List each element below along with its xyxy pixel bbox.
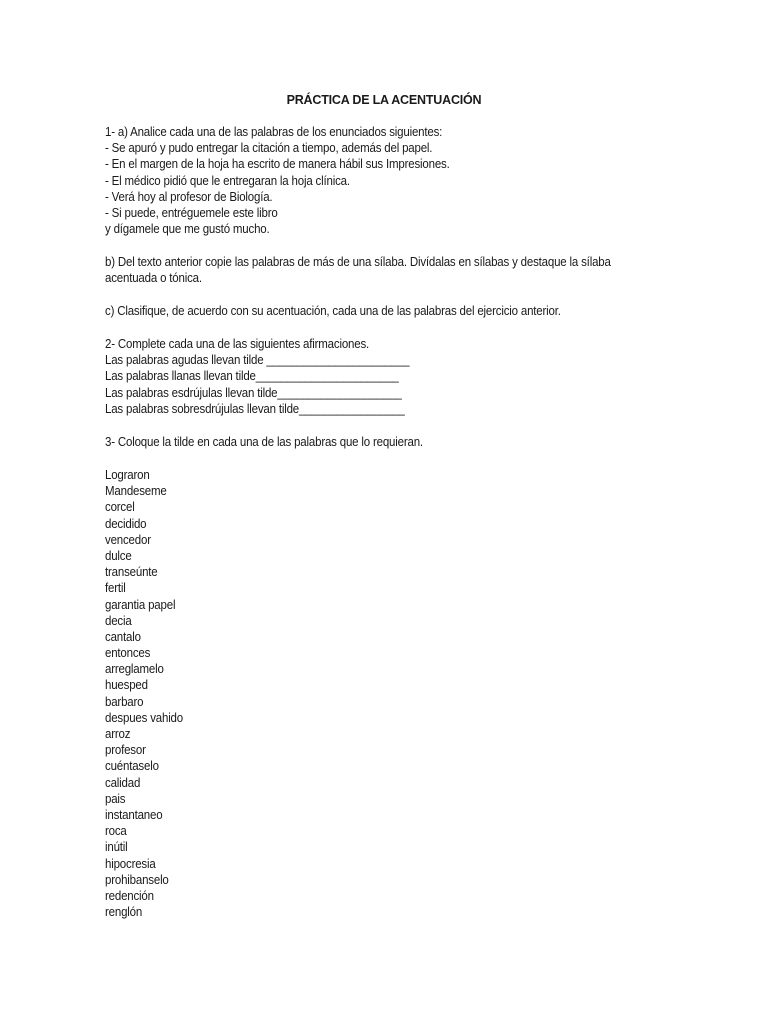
word-list-item: garantia papel [105,597,176,612]
exercise-2-heading: 2- Complete cada una de las siguientes afirmaciones. [105,337,370,351]
word-list-item: cantalo [105,629,141,644]
exercise-1c-section [105,303,602,319]
exercise-2-line: Las palabras sobresdrújulas llevan tilde_________________ [105,401,405,416]
word-list-item: Mandeseme [105,484,167,499]
exercise-1b-text: b) Del texto anterior copie las palabras de más de una sílaba. Divídalas en sílabas y destaque la sílaba acentuada o tónica. [105,255,611,286]
exercise-1-sentence: - El médico pidió que le entregaran la hoja clínica. [105,173,350,188]
word-list-item: dulce [105,548,132,563]
exercise-2-line: Las palabras agudas llevan tilde _______________________ [105,353,410,368]
page-title: PRÁCTICA DE LA ACENTUACIÓN [286,93,482,107]
exercise-1-sentence: - Si puede, entréguemele este libro [105,205,278,220]
word-list-item: Lograron [105,468,150,482]
word-list-item: cuéntaselo [105,759,159,774]
word-list-item: barbaro [105,694,144,709]
exercise-2-section [105,336,602,417]
word-list-item: pais [105,791,126,806]
word-list-item: corcel [105,500,135,515]
word-list [105,467,602,920]
word-list-item: huesped [105,678,148,693]
word-list-item: instantaneo [105,807,163,822]
exercise-1c-text: c) Clasifique, de acuerdo con su acentuación, cada una de las palabras del ejercicio anterior. [105,304,561,318]
exercise-2-line: Las palabras llanas llevan tilde_______________________ [105,369,399,384]
word-list-item: renglón [105,905,143,920]
word-list-item: decidido [105,516,147,531]
word-list-item: vencedor [105,532,151,547]
word-list-item: calidad [105,775,141,790]
word-list-item: arreglamelo [105,662,164,677]
exercise-3-section [105,434,602,450]
exercise-1-sentence: - Se apuró y pudo entregar la citación a tiempo, además del papel. [105,141,433,156]
word-list-item: decia [105,613,132,628]
word-list-item: prohibanselo [105,872,169,887]
exercise-1-sentence: y dígamele que me gustó mucho. [105,222,270,237]
word-list-item: profesor [105,743,146,758]
exercise-1-sentence: - En el margen de la hoja ha escrito de manera hábil sus Impresiones. [105,157,450,172]
word-list-item: transeúnte [105,565,158,580]
word-list-item: hipocresia [105,856,156,871]
exercise-2-line: Las palabras esdrújulas llevan tilde____________________ [105,385,402,400]
word-list-item: fertil [105,581,126,596]
exercise-1-section [105,124,602,237]
word-list-item: entonces [105,646,151,661]
exercise-3-heading: 3- Coloque la tilde en cada una de las palabras que lo requieran. [105,435,423,449]
word-list-item: inútil [105,840,128,855]
word-list-item: roca [105,824,127,839]
exercise-1-sentence: - Verá hoy al profesor de Biología. [105,189,273,204]
word-list-item: redención [105,888,154,903]
word-list-item: arroz [105,727,131,741]
word-list-item: despues vahido [105,710,183,725]
exercise-1-heading: 1- a) Analice cada una de las palabras de los enunciados siguientes: [105,125,443,139]
exercise-1b-section [105,254,611,286]
